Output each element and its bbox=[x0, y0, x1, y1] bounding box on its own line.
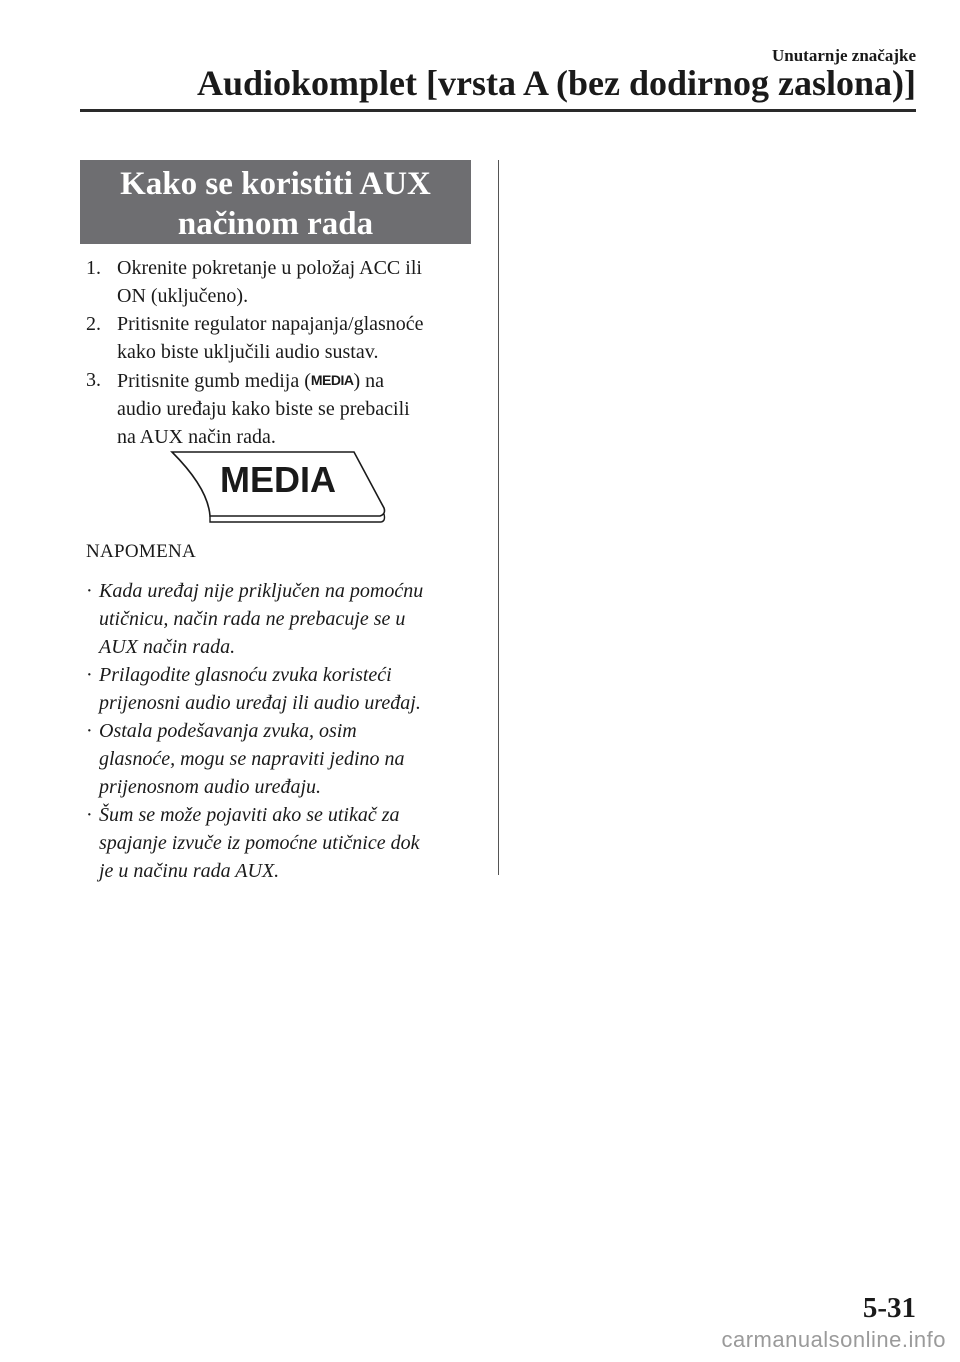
step-line: Okrenite pokretanje u položaj ACC ili bbox=[117, 257, 422, 279]
step-line: Pritisnite regulator napajanja/glasnoće bbox=[117, 313, 424, 335]
note-list bbox=[86, 577, 486, 885]
note-line: Šum se može pojaviti ako se utikač za bbox=[99, 804, 400, 826]
step-item bbox=[86, 366, 486, 451]
page-number: 5-31 bbox=[862, 1292, 916, 1324]
step-item bbox=[86, 310, 486, 366]
bullet-icon: · bbox=[86, 720, 93, 742]
section-heading-line-2: načinom rada bbox=[177, 206, 374, 242]
note-item bbox=[86, 801, 486, 885]
bullet-icon: · bbox=[86, 580, 93, 602]
note-line: Kada uređaj nije priključen na pomoćnu bbox=[99, 580, 424, 602]
step-item bbox=[86, 254, 486, 310]
bullet-icon: · bbox=[86, 664, 93, 686]
section-heading-line-1: Kako se koristiti AUX bbox=[120, 166, 431, 202]
column-divider bbox=[498, 160, 499, 875]
step-number: 3. bbox=[86, 369, 101, 391]
step-line: ON (uključeno). bbox=[117, 285, 249, 307]
note-line: je u načinu rada AUX. bbox=[99, 860, 280, 882]
step-line: audio uređaju kako biste se prebacili bbox=[117, 398, 410, 420]
note-line: utičnicu, način rada ne prebacuje se u bbox=[99, 608, 406, 630]
note-line: prijenosnom audio uređaju. bbox=[99, 776, 322, 798]
media-inline-icon: MEDIA bbox=[310, 372, 354, 388]
note-line: Prilagodite glasnoću zvuka koristeći bbox=[99, 664, 392, 686]
note-item bbox=[86, 661, 486, 717]
media-button-illustration bbox=[168, 448, 388, 526]
section-heading bbox=[80, 160, 471, 244]
step-number: 1. bbox=[86, 257, 101, 279]
header-section-label: Unutarnje značajke bbox=[771, 46, 916, 65]
note-line: glasnoće, mogu se napraviti jedino na bbox=[99, 748, 405, 770]
step-number: 2. bbox=[86, 313, 101, 335]
note-line: AUX način rada. bbox=[99, 636, 236, 658]
note-item bbox=[86, 577, 486, 661]
note-heading: NAPOMENA bbox=[86, 541, 197, 562]
step-text: ) na bbox=[353, 370, 385, 392]
media-button-label: MEDIA bbox=[220, 459, 336, 500]
step-line: na AUX način rada. bbox=[117, 426, 276, 448]
note-line: spajanje izvuče iz pomoćne utičnice dok bbox=[99, 832, 420, 854]
footer-site-link[interactable]: carmanualsonline.info bbox=[721, 1327, 946, 1352]
step-line bbox=[117, 366, 486, 395]
step-line: kako biste uključili audio sustav. bbox=[117, 341, 379, 363]
steps-list bbox=[86, 254, 486, 451]
bullet-icon: · bbox=[86, 804, 93, 826]
note-line: prijenosni audio uređaj ili audio uređaj. bbox=[99, 692, 421, 714]
note-line: Ostala podešavanja zvuka, osim bbox=[99, 720, 357, 742]
note-item bbox=[86, 717, 486, 801]
header-rule bbox=[80, 109, 916, 112]
header-title: Audiokomplet [vrsta A (bez dodirnog zaslona)] bbox=[196, 63, 916, 103]
step-text: Pritisnite gumb medija ( bbox=[117, 370, 311, 392]
